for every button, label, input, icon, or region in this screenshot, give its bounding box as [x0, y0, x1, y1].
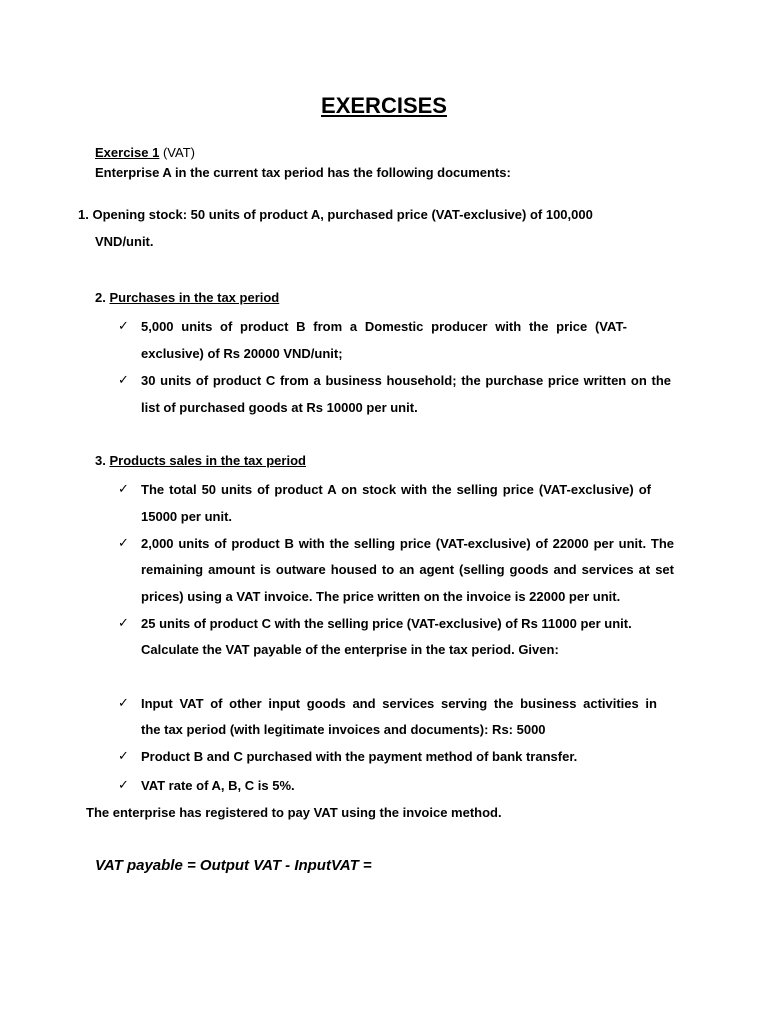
item3-heading-text: Products sales in the tax period: [109, 453, 306, 468]
given-bullet1-line1: Input VAT of other input goods and services serving the business activities in: [141, 696, 657, 711]
check-icon: ✓: [118, 615, 129, 630]
item1-line1: 1. Opening stock: 50 units of product A, purchased price (VAT-exclusive) of 100,000: [78, 207, 593, 222]
check-icon: ✓: [118, 372, 129, 387]
check-icon: ✓: [118, 535, 129, 550]
exercise-heading-tag: (VAT): [162, 145, 195, 160]
item3-bullet2-line2: remaining amount is outware housed to an agent (selling goods and services at set: [141, 562, 674, 577]
item3-bullet2-line1: 2,000 units of product B with the selling price (VAT-exclusive) of 22000 per unit. The: [141, 536, 674, 551]
item3-bullet3-line1: 25 units of product C with the selling price (VAT-exclusive) of Rs 11000 per unit.: [141, 616, 632, 631]
given-bullet2-line1: Product B and C purchased with the payment method of bank transfer.: [141, 749, 578, 764]
check-icon: ✓: [118, 748, 129, 763]
given-bullet1-line2: the tax period (with legitimate invoices and documents): Rs: 5000: [141, 722, 546, 737]
exercise-heading-link: Exercise 1: [95, 145, 160, 160]
item2-bullet1-line1: 5,000 units of product B from a Domestic producer with the price (VAT-: [141, 319, 627, 334]
item3-bullet1-line1: The total 50 units of product A on stock with the selling price (VAT-exclusive) of: [141, 482, 651, 497]
item2-bullet2-line2: list of purchased goods at Rs 10000 per unit.: [141, 400, 418, 415]
given-bullet3-line1: VAT rate of A, B, C is 5%.: [141, 778, 295, 793]
item3-bullet3-line2: Calculate the VAT payable of the enterprise in the tax period. Given:: [141, 642, 559, 657]
page-title: EXERCISES: [321, 93, 447, 118]
item2-bullet2-line1: 30 units of product C from a business household; the purchase price written on the: [141, 373, 671, 388]
item2-number: 2.: [95, 290, 106, 305]
closing-statement: The enterprise has registered to pay VAT using the invoice method.: [86, 805, 502, 820]
item3-bullet2-line3: prices) using a VAT invoice. The price written on the invoice is 22000 per unit.: [141, 589, 621, 604]
item3-heading: [95, 453, 306, 469]
check-icon: ✓: [118, 318, 129, 333]
item2-heading-text: Purchases in the tax period: [109, 290, 280, 305]
exercise-intro: Enterprise A in the current tax period has the following documents:: [95, 165, 511, 180]
item2-bullet1-line2: exclusive) of Rs 20000 VND/unit;: [141, 346, 343, 361]
check-icon: ✓: [118, 481, 129, 496]
item2-heading: [95, 290, 279, 306]
check-icon: ✓: [118, 695, 129, 710]
exercise-heading: [95, 145, 195, 161]
item3-bullet1-line2: 15000 per unit.: [141, 509, 233, 524]
item3-number: 3.: [95, 453, 106, 468]
item1-line2: VND/unit.: [95, 234, 154, 249]
formula-line: VAT payable = Output VAT - InputVAT =: [95, 857, 372, 874]
check-icon: ✓: [118, 777, 129, 792]
